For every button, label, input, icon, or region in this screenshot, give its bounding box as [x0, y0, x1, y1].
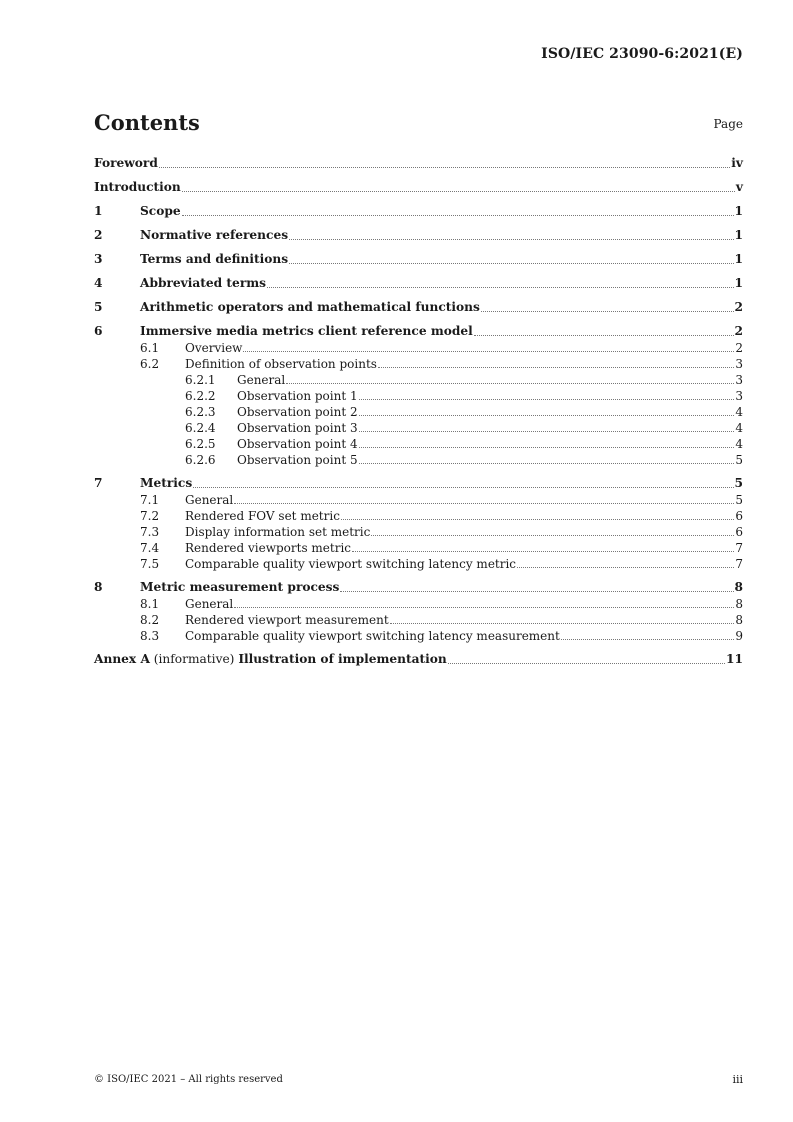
- annex-label: Annex A: [94, 652, 150, 666]
- toc-entry-number: 6.1: [140, 341, 160, 355]
- toc-entry-page: 4: [735, 437, 743, 451]
- dot-leader: [243, 350, 734, 352]
- toc-entry-page: 4: [735, 421, 743, 435]
- toc-entry-page: 6: [735, 509, 743, 523]
- dot-leader: [234, 606, 734, 608]
- toc-entry-number: 7: [94, 476, 103, 490]
- document-id: ISO/IEC 23090-6:2021(E): [541, 46, 743, 62]
- toc-entry[interactable]: [94, 203, 743, 220]
- dot-leader: [286, 382, 734, 384]
- toc-entry-title: Normative references: [140, 228, 289, 242]
- dot-leader: [359, 446, 735, 448]
- toc-entry-number: 6.2: [140, 357, 160, 371]
- toc-entry[interactable]: [94, 404, 743, 420]
- toc-entry[interactable]: [94, 420, 743, 436]
- toc-entry[interactable]: [94, 475, 743, 492]
- toc-entry-page: 8: [735, 613, 743, 627]
- toc-entry-number: 6.2.4: [185, 421, 216, 435]
- dot-leader: [481, 310, 734, 312]
- toc-entry-title: Scope: [140, 204, 181, 218]
- dot-leader: [340, 590, 733, 592]
- toc-entry[interactable]: [94, 579, 743, 596]
- toc-entry-title: Rendered viewports metric: [185, 541, 352, 555]
- toc-entry-number: 1: [94, 204, 103, 218]
- dot-leader: [517, 566, 734, 568]
- toc-entry[interactable]: [94, 356, 743, 372]
- toc-entry-title: Display information set metric: [185, 525, 371, 539]
- dot-leader: [234, 502, 734, 504]
- toc-entry-page: 8: [735, 597, 743, 611]
- toc-entry-title: Rendered FOV set metric: [185, 509, 340, 523]
- toc-entry-number: 8.3: [140, 629, 160, 643]
- toc-entry-title: Immersive media metrics client reference model: [140, 324, 473, 338]
- toc-entry[interactable]: [94, 436, 743, 452]
- toc-entry-page: 11: [726, 652, 743, 666]
- toc-entry-title: Metric measurement process: [140, 580, 340, 594]
- footer-page-number: iii: [732, 1073, 743, 1086]
- toc-entry-number: 7.1: [140, 493, 160, 507]
- toc-entry-page: v: [735, 180, 743, 194]
- dot-leader: [474, 334, 734, 336]
- toc-entry[interactable]: [94, 275, 743, 292]
- toc-entry-title: Observation point 5: [237, 453, 358, 467]
- toc-entry[interactable]: [94, 596, 743, 612]
- toc-entry[interactable]: [94, 508, 743, 524]
- toc-entry-page: iv: [731, 156, 743, 170]
- toc-entry-page: 7: [735, 557, 743, 571]
- toc-entry-number: 7.4: [140, 541, 160, 555]
- dot-leader: [359, 414, 735, 416]
- toc-entry-title: Observation point 1: [237, 389, 358, 403]
- toc-entry-number: 6: [94, 324, 103, 338]
- toc-entry-title: Observation point 4: [237, 437, 358, 451]
- toc-entry-page: 5: [735, 453, 743, 467]
- toc-entry-page: 7: [735, 541, 743, 555]
- annex-title: Illustration of implementation: [238, 652, 447, 666]
- toc-entry-page: 1: [734, 228, 743, 242]
- toc-entry-number: 8.1: [140, 597, 160, 611]
- toc-entry[interactable]: [94, 492, 743, 508]
- toc-entry-page: 5: [734, 476, 743, 490]
- toc-entry-page: 3: [735, 373, 743, 387]
- toc-entry-page: 1: [734, 252, 743, 266]
- dot-leader: [561, 638, 735, 640]
- toc-entry-page: 2: [734, 300, 743, 314]
- toc-entry-page: 2: [734, 324, 743, 338]
- toc-entry[interactable]: [94, 540, 743, 556]
- dot-leader: [352, 550, 734, 552]
- toc-entry[interactable]: [94, 179, 743, 196]
- toc-entry[interactable]: [94, 452, 743, 468]
- dot-leader: [359, 462, 735, 464]
- toc-entry-page: 6: [735, 525, 743, 539]
- toc-entry-page: 3: [735, 357, 743, 371]
- dot-leader: [159, 166, 730, 168]
- dot-leader: [193, 486, 733, 488]
- toc-entry-title: Metrics: [140, 476, 193, 490]
- toc-entry[interactable]: [94, 372, 743, 388]
- dot-leader: [182, 214, 734, 216]
- toc-entry-title: Comparable quality viewport switching latency measurement: [185, 629, 560, 643]
- dot-leader: [289, 238, 733, 240]
- toc-entry-number: 6.2.3: [185, 405, 216, 419]
- toc-entry-number: 7.5: [140, 557, 160, 571]
- dot-leader: [448, 662, 725, 664]
- dot-leader: [378, 366, 734, 368]
- toc-entry-number: 6.2.5: [185, 437, 216, 451]
- contents-title: Contents: [94, 110, 200, 135]
- toc-entry[interactable]: [94, 227, 743, 244]
- toc-entry-title: General: [185, 597, 234, 611]
- dot-leader: [182, 190, 735, 192]
- dot-leader: [371, 534, 734, 536]
- toc-entry-title: Observation point 2: [237, 405, 358, 419]
- footer-copyright: © ISO/IEC 2021 – All rights reserved: [94, 1074, 283, 1085]
- page-column-label: Page: [713, 117, 743, 131]
- toc-entry-number: 7.2: [140, 509, 160, 523]
- toc-entry-title: Arithmetic operators and mathematical functions: [140, 300, 480, 314]
- toc-entry-title: Rendered viewport measurement: [185, 613, 389, 627]
- dot-leader: [390, 622, 735, 624]
- toc-entry[interactable]: [94, 155, 743, 172]
- toc-entry-page: 8: [734, 580, 743, 594]
- toc-entry-title: Definition of observation points: [185, 357, 377, 371]
- toc-entry-number: 6.2.2: [185, 389, 216, 403]
- toc-entry-number: 8.2: [140, 613, 160, 627]
- toc-entry-page: 5: [735, 493, 743, 507]
- dot-leader: [359, 398, 735, 400]
- toc-entry-number: 2: [94, 228, 103, 242]
- dot-leader: [289, 262, 733, 264]
- toc-entry-number: 3: [94, 252, 103, 266]
- toc-entry-title: General: [237, 373, 286, 387]
- toc-entry-page: 9: [735, 629, 743, 643]
- toc-entry-number: 4: [94, 276, 103, 290]
- dot-leader: [359, 430, 735, 432]
- dot-leader: [341, 518, 734, 520]
- toc-entry-title: Introduction: [94, 180, 181, 194]
- toc-entry[interactable]: [94, 340, 743, 356]
- toc-entry-number: 5: [94, 300, 103, 314]
- annex-note: (informative): [149, 652, 239, 666]
- toc-entry-title: Terms and definitions: [140, 252, 289, 266]
- toc-entry-page: 1: [734, 276, 743, 290]
- toc-entry[interactable]: [94, 612, 743, 628]
- dot-leader: [267, 286, 734, 288]
- toc-entry-title: Foreword: [94, 156, 158, 170]
- toc-entry[interactable]: [94, 628, 743, 644]
- toc-entry[interactable]: [94, 651, 743, 668]
- toc-entry[interactable]: [94, 323, 743, 340]
- toc-entry-title: [94, 651, 447, 668]
- toc-entry-page: 1: [734, 204, 743, 218]
- toc-entry[interactable]: [94, 556, 743, 572]
- toc-entry-title: General: [185, 493, 234, 507]
- toc-entry-number: 7.3: [140, 525, 160, 539]
- toc-entry-title: Observation point 3: [237, 421, 358, 435]
- toc-entry-number: 8: [94, 580, 103, 594]
- toc-entry[interactable]: [94, 524, 743, 540]
- toc-entry-page: 3: [735, 389, 743, 403]
- toc-entry[interactable]: [94, 299, 743, 316]
- toc-entry[interactable]: [94, 388, 743, 404]
- toc-entry-title: Comparable quality viewport switching latency metric: [185, 557, 517, 571]
- toc-entry[interactable]: [94, 251, 743, 268]
- toc-entry-title: Abbreviated terms: [140, 276, 266, 290]
- table-of-contents: [94, 155, 743, 668]
- toc-entry-page: 2: [735, 341, 743, 355]
- toc-entry-page: 4: [735, 405, 743, 419]
- toc-entry-title: Overview: [185, 341, 243, 355]
- toc-entry-number: 6.2.6: [185, 453, 216, 467]
- toc-entry-number: 6.2.1: [185, 373, 216, 387]
